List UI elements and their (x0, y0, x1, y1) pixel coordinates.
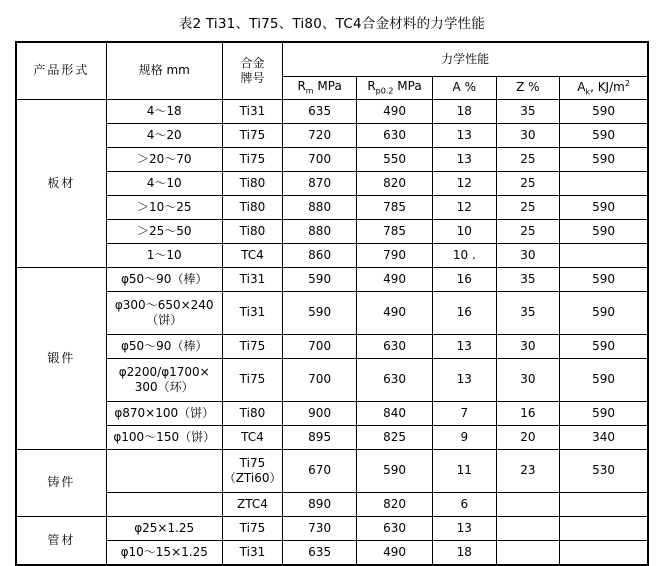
product-form-cell: 锻件 (16, 267, 106, 449)
impact-cell: 590 (560, 99, 648, 123)
elongation-cell: 16 (432, 291, 496, 334)
table-row (16, 401, 648, 425)
ak-subscript: k (585, 86, 591, 96)
alloy-grade-line1: 合金 (240, 55, 265, 70)
rp02-unit: MPa (393, 79, 422, 93)
spec-cell: ＞10～25 (106, 195, 222, 219)
elongation-cell: 18 (432, 99, 496, 123)
reduction-cell: 23 (496, 449, 560, 492)
impact-cell: 340 (560, 425, 648, 449)
impact-cell: 590 (560, 219, 648, 243)
rm-cell: 880 (283, 195, 357, 219)
alloy-grade-cell: ZTC4 (222, 492, 283, 516)
reduction-cell: 30 (496, 358, 560, 401)
rp02-cell: 840 (357, 401, 433, 425)
reduction-cell (496, 492, 560, 516)
elongation-cell: 6 (432, 492, 496, 516)
elongation-cell: 10 . (432, 243, 496, 267)
spec-cell: φ10～15×1.25 (106, 540, 222, 565)
reduction-cell: 35 (496, 267, 560, 291)
alloy-grade-cell: Ti75 (222, 516, 283, 540)
table-row (16, 425, 648, 449)
alloy-grade-cell: Ti75 (222, 334, 283, 358)
impact-cell (560, 492, 648, 516)
reduction-cell (496, 516, 560, 540)
elongation-cell: 7 (432, 401, 496, 425)
rm-unit: MPa (313, 79, 342, 93)
rp02-subscript: p0.2 (375, 86, 394, 96)
alloy-grade-cell: Ti80 (222, 195, 283, 219)
impact-cell: 590 (560, 291, 648, 334)
col-header-z: Z % (496, 76, 560, 99)
rp02-cell: 630 (357, 123, 433, 147)
rm-cell: 880 (283, 219, 357, 243)
product-form-cell: 管材 (16, 516, 106, 565)
impact-cell (560, 540, 648, 565)
impact-cell: 590 (560, 358, 648, 401)
impact-cell: 590 (560, 267, 648, 291)
alloy-grade-line2: 牌号 (240, 70, 265, 85)
table-body (16, 99, 648, 565)
rm-cell: 890 (283, 492, 357, 516)
spec-cell: ＞25～50 (106, 219, 222, 243)
col-header-product-form: 产品形式 (16, 42, 106, 99)
rp02-cell: 590 (357, 449, 433, 492)
alloy-grade-cell: Ti31 (222, 267, 283, 291)
impact-cell (560, 516, 648, 540)
spec-cell: φ870×100（饼） (106, 401, 222, 425)
rm-cell: 720 (283, 123, 357, 147)
alloy-grade-cell: TC4 (222, 425, 283, 449)
spec-cell: 4～18 (106, 99, 222, 123)
rm-cell: 670 (283, 449, 357, 492)
rp02-cell: 790 (357, 243, 433, 267)
col-header-spec: 规格 mm (106, 42, 222, 99)
impact-cell: 590 (560, 401, 648, 425)
table-row (16, 123, 648, 147)
elongation-cell: 11 (432, 449, 496, 492)
table-row (16, 516, 648, 540)
col-header-alloy-grade (222, 42, 283, 99)
spec-cell: φ50～90（棒） (106, 267, 222, 291)
alloy-grade-cell: Ti75 (222, 147, 283, 171)
impact-cell: 590 (560, 334, 648, 358)
elongation-cell: 10 (432, 219, 496, 243)
rm-symbol: R (297, 79, 306, 93)
ak-symbol: A (577, 79, 586, 94)
elongation-cell: 12 (432, 195, 496, 219)
col-header-a: A % (432, 76, 496, 99)
impact-cell: 590 (560, 123, 648, 147)
elongation-cell: 13 (432, 147, 496, 171)
alloy-grade-cell: Ti31 (222, 291, 283, 334)
rp02-cell: 630 (357, 516, 433, 540)
rp02-cell: 820 (357, 171, 433, 195)
alloy-grade-cell: Ti80 (222, 171, 283, 195)
ak-superscript: 2 (624, 78, 630, 88)
rm-subscript: m (305, 86, 314, 96)
table-row (16, 219, 648, 243)
rp02-cell: 490 (357, 540, 433, 565)
rp02-cell: 785 (357, 219, 433, 243)
reduction-cell: 25 (496, 219, 560, 243)
rp02-cell: 490 (357, 99, 433, 123)
spec-cell: φ50～90（棒） (106, 334, 222, 358)
alloy-grade-cell: Ti75 (222, 358, 283, 401)
rm-cell: 730 (283, 516, 357, 540)
reduction-cell: 30 (496, 334, 560, 358)
col-header-rp02 (357, 76, 433, 99)
spec-cell: 1～10 (106, 243, 222, 267)
table-row (16, 449, 648, 492)
table-row (16, 267, 648, 291)
table-row (16, 334, 648, 358)
reduction-cell: 35 (496, 291, 560, 334)
rm-cell: 700 (283, 358, 357, 401)
spec-cell (106, 492, 222, 516)
rp02-cell: 490 (357, 291, 433, 334)
ak-unit: , KJ/m (590, 79, 625, 94)
elongation-cell: 18 (432, 540, 496, 565)
reduction-cell: 25 (496, 147, 560, 171)
elongation-cell: 9 (432, 425, 496, 449)
rp02-cell: 820 (357, 492, 433, 516)
reduction-cell: 35 (496, 99, 560, 123)
elongation-cell: 13 (432, 123, 496, 147)
alloy-grade-cell: TC4 (222, 243, 283, 267)
col-header-ak (560, 76, 648, 99)
rm-cell: 900 (283, 401, 357, 425)
elongation-cell: 13 (432, 334, 496, 358)
rp02-cell: 785 (357, 195, 433, 219)
rp02-cell: 550 (357, 147, 433, 171)
rm-cell: 635 (283, 540, 357, 565)
spec-cell: 4～20 (106, 123, 222, 147)
alloy-grade-cell: Ti75 （ZTi60） (222, 449, 283, 492)
elongation-cell: 16 (432, 267, 496, 291)
elongation-cell: 12 (432, 171, 496, 195)
impact-cell: 590 (560, 147, 648, 171)
impact-cell (560, 171, 648, 195)
elongation-cell: 13 (432, 358, 496, 401)
table-row (16, 147, 648, 171)
reduction-cell: 20 (496, 425, 560, 449)
spec-cell: φ2200/φ1700× 300（环） (106, 358, 222, 401)
table-header (16, 42, 648, 99)
reduction-cell: 30 (496, 243, 560, 267)
reduction-cell: 25 (496, 195, 560, 219)
product-form-cell: 板材 (16, 99, 106, 267)
rm-cell: 700 (283, 147, 357, 171)
rm-cell: 635 (283, 99, 357, 123)
spec-cell (106, 449, 222, 492)
spec-cell: φ300～650×240 （饼） (106, 291, 222, 334)
product-form-cell: 铸件 (16, 449, 106, 516)
rp02-cell: 630 (357, 358, 433, 401)
col-header-mech-props: 力学性能 (283, 42, 648, 76)
table-row (16, 171, 648, 195)
spec-cell: φ100～150（饼） (106, 425, 222, 449)
table-row (16, 195, 648, 219)
table-row (16, 291, 648, 334)
table-row (16, 243, 648, 267)
alloy-grade-cell: Ti80 (222, 219, 283, 243)
mechanical-properties-table (15, 41, 649, 566)
spec-cell: ＞20～70 (106, 147, 222, 171)
spec-cell: 4～10 (106, 171, 222, 195)
table-row (16, 358, 648, 401)
rp02-cell: 490 (357, 267, 433, 291)
col-header-rm (283, 76, 357, 99)
reduction-cell: 30 (496, 123, 560, 147)
alloy-grade-cell: Ti80 (222, 401, 283, 425)
rm-cell: 895 (283, 425, 357, 449)
rm-cell: 870 (283, 171, 357, 195)
alloy-grade-cell: Ti31 (222, 99, 283, 123)
impact-cell: 590 (560, 195, 648, 219)
rm-cell: 700 (283, 334, 357, 358)
alloy-grade-cell: Ti31 (222, 540, 283, 565)
impact-cell: 530 (560, 449, 648, 492)
table-row (16, 492, 648, 516)
rp02-cell: 630 (357, 334, 433, 358)
spec-cell: φ25×1.25 (106, 516, 222, 540)
table-row (16, 540, 648, 565)
rm-cell: 590 (283, 267, 357, 291)
reduction-cell: 16 (496, 401, 560, 425)
header-row-1 (16, 42, 648, 76)
rp02-cell: 825 (357, 425, 433, 449)
alloy-grade-cell: Ti75 (222, 123, 283, 147)
elongation-cell: 13 (432, 516, 496, 540)
rm-cell: 860 (283, 243, 357, 267)
table-caption: 表2 Ti31、Ti75、Ti80、TC4合金材料的力学性能 (178, 16, 486, 32)
rm-cell: 590 (283, 291, 357, 334)
table-row (16, 99, 648, 123)
reduction-cell (496, 540, 560, 565)
reduction-cell: 25 (496, 171, 560, 195)
rp02-symbol: R (367, 79, 376, 93)
impact-cell (560, 243, 648, 267)
